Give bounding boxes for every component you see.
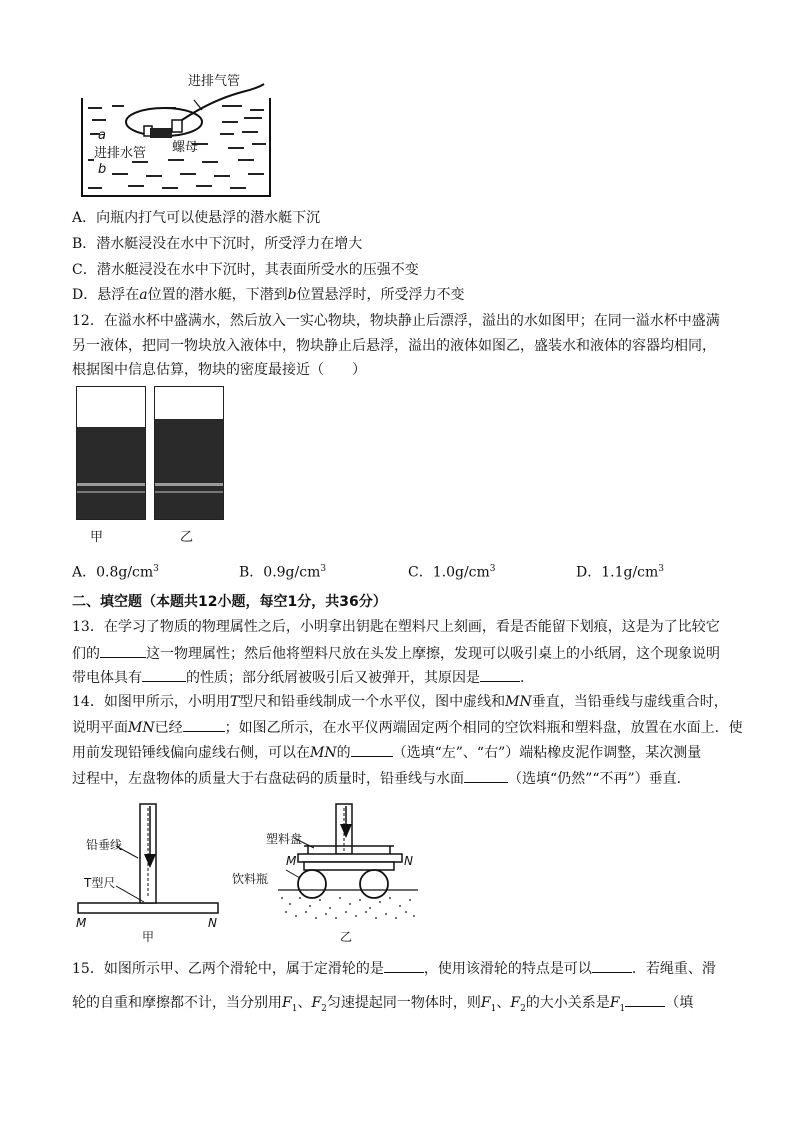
- q14-line3: 用前发现铅锤线偏向虚线右侧，可以在MN的 （选填“左”、“右”）端粘橡皮泥作调整，某次测量: [72, 745, 702, 761]
- q12-option-c: C．$1.0g/cm^3$: [408, 564, 496, 581]
- plumb-line-label: 铅垂线: [86, 838, 123, 852]
- q11-option-d: [72, 287, 465, 303]
- q14-blank1[interactable]: [183, 719, 225, 732]
- beaker-yi-mark: [155, 483, 223, 486]
- submarine-figure: [72, 70, 272, 198]
- position-b-label: b: [98, 162, 107, 177]
- q11-d-part3: 位置悬浮时，所受浮力不变: [296, 287, 465, 303]
- q11-d-a: a: [139, 287, 148, 303]
- gas-tube-label: 进排气管: [188, 74, 241, 89]
- beaker-jia: [76, 386, 146, 520]
- q13-line3: 带电体具有 的性质；部分纸屑被吸引后又被弹开，其原因是 ．: [72, 670, 534, 686]
- point-m2-label: M: [286, 854, 297, 868]
- q15-blank1[interactable]: [384, 960, 424, 973]
- plastic-plate-label: 塑料盘: [266, 832, 303, 846]
- q12-option-b: B．$0.9g/cm^3$: [239, 564, 327, 581]
- beaker-yi-caption: 乙: [180, 530, 194, 545]
- q15-line2: 轮的自重和摩擦都不计，当分别用$F_1$、$F_2$匀速提起同一物体时，则$F_1$、$F_2$的大小关系是$F_1$ （填: [72, 995, 694, 1014]
- fig-jia-caption: 甲: [142, 930, 155, 944]
- q15-blank3[interactable]: [625, 994, 665, 1007]
- q15-blank2[interactable]: [592, 960, 632, 973]
- water-tube-label: 进排水管: [94, 142, 146, 161]
- q15-line1: 15．如图所示甲、乙两个滑轮中，属于定滑轮的是 ，使用该滑轮的特点是可以 ．若绳重、滑: [72, 961, 716, 977]
- q13-blank1[interactable]: [100, 645, 146, 658]
- q14-line2: 说明平面MN已经 ；如图乙所示，在水平仪两端固定两个相同的空饮料瓶和塑料盘，放置在水面上．使: [72, 720, 743, 736]
- point-n2-label: N: [404, 854, 413, 868]
- q11-d-b: b: [287, 287, 297, 303]
- q14-blank2[interactable]: [351, 744, 393, 757]
- q11-option-b: B．潜水艇浸没在水中下沉时，所受浮力在增大: [72, 236, 363, 252]
- q12-line1: 12．在溢水杯中盛满水，然后放入一实心物块，物块静止后漂浮，溢出的水如图甲；在同一溢水杯中盛满: [72, 313, 720, 329]
- q12-line3: 根据图中信息估算，物块的密度最接近（ ）: [72, 362, 366, 378]
- level-figure: [72, 798, 432, 946]
- t-square-label: T型尺: [84, 876, 116, 890]
- q14-blank3[interactable]: [464, 770, 508, 783]
- q14-line4: 过程中，左盘物体的质量大于右盘砝码的质量时，铅垂线与水面 （选填“仍然”“不再”）垂直．: [72, 771, 691, 787]
- beaker-yi-liquid: [155, 419, 223, 519]
- q12-option-a: A．$0.8g/cm^3$: [72, 564, 159, 581]
- q11-d-part2: 位置的潜水艇，下潜到: [147, 287, 288, 303]
- q11-option-c: C．潜水艇浸没在水中下沉时，其表面所受水的压强不变: [72, 262, 419, 278]
- q13-blank3[interactable]: [480, 669, 520, 682]
- point-m-label: M: [76, 916, 87, 930]
- q11-d-part1: D．悬浮在: [72, 287, 140, 303]
- position-a-label: a: [98, 128, 106, 143]
- beaker-jia-liquid: [77, 427, 145, 519]
- q12-line2: 另一液体，把同一物块放入液体中，物块静止后悬浮，溢出的液体如图乙，盛装水和液体的容器均相同，: [72, 338, 716, 354]
- q13-blank2[interactable]: [142, 669, 186, 682]
- bottle-label: 饮料瓶: [232, 872, 269, 886]
- beaker-jia-mark: [77, 483, 145, 486]
- nut-label: 螺母: [172, 140, 199, 155]
- q12-option-d: D．$1.1g/cm^3$: [576, 564, 665, 581]
- q14-line1: 14．如图甲所示，小明用T型尺和铅垂线制成一个水平仪，图中虚线和MN垂直，当铅垂线与虚线重合时，: [72, 694, 728, 710]
- fig-yi-caption: 乙: [340, 930, 353, 944]
- q13-line1: 13．在学习了物质的物理属性之后，小明拿出钥匙在塑料尺上刻画，看是否能留下划痕，这是为了比较它: [72, 619, 720, 635]
- beaker-yi: [154, 386, 224, 520]
- beaker-jia-caption: 甲: [90, 530, 104, 545]
- q13-line2: 们的 这一物理属性；然后他将塑料尺放在头发上摩擦，发现可以吸引桌上的小纸屑，这个现象说明: [72, 646, 720, 662]
- point-n-label: N: [208, 916, 217, 930]
- q11-option-a: A．向瓶内打气可以使悬浮的潜水艇下沉: [72, 210, 321, 226]
- section-heading: 二、填空题（本题共12小题，每空1分，共36分）: [72, 594, 387, 610]
